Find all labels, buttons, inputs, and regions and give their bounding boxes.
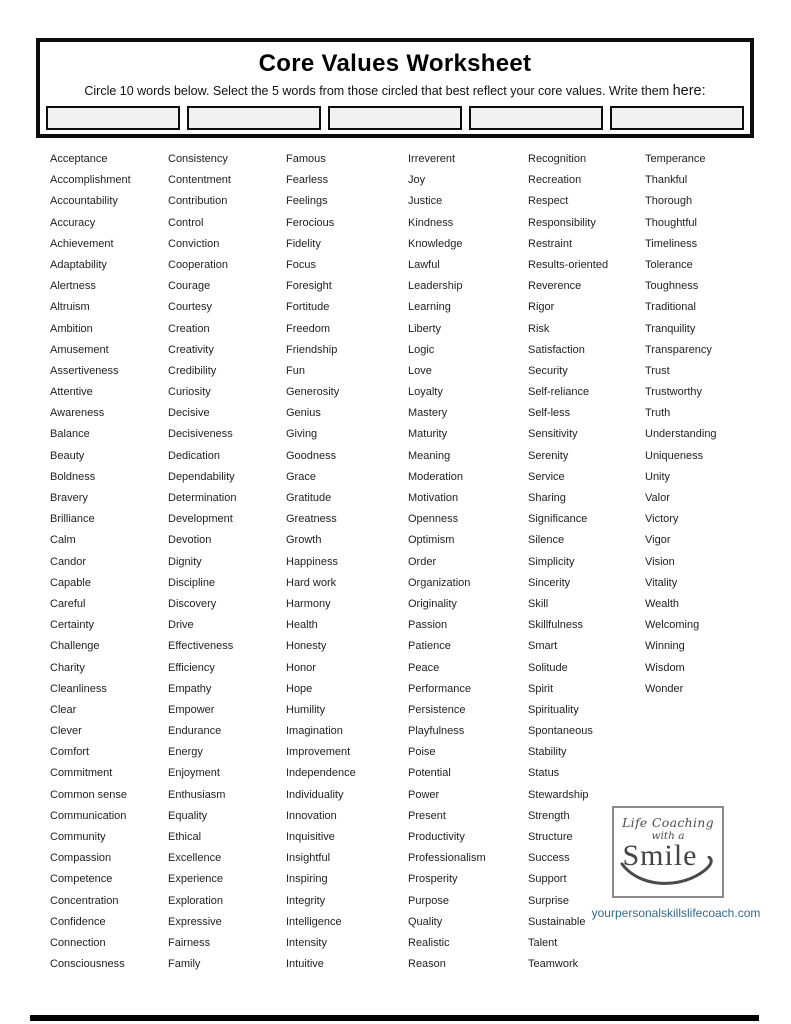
answer-boxes-row: [46, 106, 744, 130]
value-word: Hope: [286, 682, 313, 695]
value-word: Significance: [528, 513, 588, 526]
value-word: Sincerity: [528, 576, 571, 589]
value-word: Wonder: [645, 682, 684, 695]
value-word: Stability: [528, 746, 567, 759]
value-word: Lawful: [408, 258, 440, 271]
value-word: Irreverent: [408, 153, 456, 165]
value-word: Intelligence: [286, 915, 342, 928]
answer-box[interactable]: [187, 106, 321, 130]
value-word: Assertiveness: [50, 364, 119, 377]
value-word: Learning: [408, 301, 451, 314]
value-word: Winning: [645, 640, 685, 653]
value-word: Wealth: [645, 597, 680, 610]
value-word: Unity: [645, 470, 671, 483]
value-word: Prosperity: [408, 873, 458, 886]
value-word: Spontaneous: [528, 725, 593, 738]
value-word: Grace: [286, 470, 316, 483]
value-word: Community: [50, 831, 106, 843]
value-word: Exploration: [168, 894, 224, 907]
value-word: Expressive: [168, 915, 222, 928]
value-word: Famous: [286, 153, 326, 165]
value-word: Freedom: [286, 322, 331, 335]
value-word: Amusement: [50, 343, 109, 356]
value-word: Development: [168, 513, 233, 526]
value-word: Greatness: [286, 513, 337, 526]
value-word: Security: [528, 364, 568, 377]
value-word: Intuitive: [286, 958, 324, 971]
value-word: Conviction: [168, 237, 220, 250]
value-word: Devotion: [168, 534, 212, 547]
value-word: Acceptance: [50, 153, 108, 165]
value-word: Power: [408, 788, 440, 801]
value-word: Structure: [528, 831, 573, 843]
value-word: Satisfaction: [528, 343, 585, 356]
values-column-1: [50, 149, 168, 975]
value-word: Results-oriented: [528, 258, 609, 271]
value-word: Joy: [408, 174, 426, 187]
value-word: Drive: [168, 619, 194, 632]
value-word: Moderation: [408, 470, 464, 483]
value-word: Welcoming: [645, 619, 700, 632]
value-word: Ferocious: [286, 216, 335, 229]
value-word: Passion: [408, 619, 448, 632]
value-word: Confidence: [50, 915, 106, 928]
bottom-bar: [30, 1015, 759, 1021]
value-word: Knowledge: [408, 237, 463, 250]
values-column-6: [645, 149, 761, 700]
value-word: Common sense: [50, 788, 128, 801]
value-word: Surprise: [528, 894, 569, 907]
value-word: Growth: [286, 534, 322, 547]
value-word: Decisiveness: [168, 428, 233, 441]
value-word: Integrity: [286, 894, 326, 907]
value-word: Vitality: [645, 576, 678, 589]
value-word: Candor: [50, 555, 87, 568]
value-word: Harmony: [286, 597, 331, 610]
value-word: Clear: [50, 703, 77, 716]
value-word: Tranquility: [645, 322, 696, 335]
value-word: Decisive: [168, 407, 210, 420]
value-word: Justice: [408, 195, 443, 208]
value-word: Control: [168, 216, 204, 229]
value-word: Loyalty: [408, 386, 443, 399]
value-word: Maturity: [408, 428, 448, 441]
value-word: Serenity: [528, 449, 569, 462]
value-word: Enjoyment: [168, 767, 220, 780]
value-word: Realistic: [408, 936, 450, 949]
value-word: Capable: [50, 576, 91, 589]
value-word: Risk: [528, 322, 550, 335]
value-word: Discovery: [168, 597, 217, 610]
logo-text-line2: with a: [651, 830, 685, 842]
value-word: Challenge: [50, 640, 100, 653]
value-word: Talent: [528, 936, 558, 949]
value-word: Determination: [168, 492, 237, 504]
value-word: Trustworthy: [645, 386, 703, 399]
value-word: Kindness: [408, 216, 454, 229]
value-word: Professionalism: [408, 852, 486, 865]
value-word: Experience: [168, 873, 224, 886]
value-word: Fairness: [168, 936, 211, 949]
value-word: Stewardship: [528, 788, 589, 801]
value-word: Courage: [168, 280, 211, 293]
value-word: Responsibility: [528, 216, 596, 229]
value-word: Friendship: [286, 343, 338, 356]
value-word: Discipline: [168, 576, 216, 589]
logo-box: [612, 806, 724, 898]
value-word: Trust: [645, 364, 670, 377]
value-word: Excellence: [168, 852, 222, 865]
value-word: Hard work: [286, 576, 337, 589]
value-word: Communication: [50, 809, 127, 822]
value-word: Empathy: [168, 682, 212, 695]
value-word: Awareness: [50, 407, 105, 420]
value-word: Commitment: [50, 767, 113, 780]
value-word: Cleanliness: [50, 682, 107, 695]
value-word: Performance: [408, 682, 471, 695]
value-word: Status: [528, 767, 560, 780]
value-word: Wisdom: [645, 661, 685, 674]
value-word: Family: [168, 958, 201, 971]
value-word: Fun: [286, 364, 305, 377]
value-word: Simplicity: [528, 555, 575, 568]
value-word: Victory: [645, 513, 679, 526]
value-word: Mastery: [408, 407, 448, 420]
value-word: Individuality: [286, 788, 344, 801]
value-word: Careful: [50, 597, 86, 610]
value-word: Concentration: [50, 894, 119, 907]
value-word: Spirituality: [528, 703, 579, 716]
value-word: Vision: [645, 555, 675, 568]
value-word: Present: [408, 809, 446, 822]
value-word: Adaptability: [50, 258, 107, 271]
value-word: Leadership: [408, 280, 463, 293]
value-word: Sharing: [528, 492, 566, 504]
value-word: Sensitivity: [528, 428, 578, 441]
value-word: Truth: [645, 407, 671, 420]
value-word: Toughness: [645, 280, 699, 293]
value-word: Humility: [286, 703, 326, 716]
logo-text-line1: Life Coaching: [622, 815, 714, 830]
value-word: Ethical: [168, 831, 202, 843]
value-word: Skill: [528, 597, 549, 610]
value-word: Altruism: [50, 301, 90, 314]
value-word: Love: [408, 364, 432, 377]
value-word: Giving: [286, 428, 318, 441]
value-word: Fortitude: [286, 301, 330, 314]
value-word: Creativity: [168, 343, 214, 356]
answer-box[interactable]: [610, 106, 744, 130]
value-word: Peace: [408, 661, 440, 674]
values-column-4: [408, 149, 528, 975]
value-word: Thorough: [645, 195, 693, 208]
value-word: Transparency: [645, 343, 712, 356]
value-word: Gratitude: [286, 492, 332, 504]
website-link[interactable]: yourpersonalskillslifecoach.com: [591, 906, 761, 920]
value-word: Clever: [50, 725, 82, 738]
value-word: Uniqueness: [645, 449, 704, 462]
value-word: Courtesy: [168, 301, 213, 314]
value-word: Teamwork: [528, 958, 579, 971]
value-word: Focus: [286, 258, 316, 271]
answer-box[interactable]: [469, 106, 603, 130]
value-word: Temperance: [645, 153, 706, 165]
value-word: Creation: [168, 322, 210, 335]
value-word: Openness: [408, 513, 459, 526]
value-word: Efficiency: [168, 661, 215, 674]
value-word: Sustainable: [528, 915, 586, 928]
value-word: Effectiveness: [168, 640, 234, 653]
value-word: Reason: [408, 958, 446, 971]
value-word: Respect: [528, 195, 569, 208]
value-word: Self-less: [528, 407, 571, 420]
value-word: Solitude: [528, 661, 568, 674]
value-word: Success: [528, 852, 570, 865]
value-word: Improvement: [286, 746, 351, 759]
answer-box[interactable]: [46, 106, 180, 130]
value-word: Energy: [168, 746, 203, 759]
value-word: Charity: [50, 661, 85, 674]
value-word: Purpose: [408, 894, 449, 907]
value-word: Boldness: [50, 470, 96, 483]
value-word: Timeliness: [645, 237, 698, 250]
value-word: Order: [408, 555, 437, 568]
page-title: Core Values Worksheet: [258, 50, 532, 77]
value-word: Recreation: [528, 174, 582, 187]
value-word: Consistency: [168, 153, 228, 165]
value-word: Imagination: [286, 725, 343, 738]
value-word: Accountability: [50, 195, 118, 208]
value-word: Connection: [50, 936, 106, 949]
value-word: Recognition: [528, 153, 587, 165]
value-word: Endurance: [168, 725, 222, 738]
value-word: Support: [528, 873, 567, 886]
value-word: Patience: [408, 640, 451, 653]
value-word: Optimism: [408, 534, 455, 547]
value-word: Cooperation: [168, 258, 228, 271]
instruction-here: here:: [672, 83, 706, 99]
value-word: Inspiring: [286, 873, 328, 886]
value-word: Meaning: [408, 449, 451, 462]
value-word: Curiosity: [168, 386, 211, 399]
value-word: Quality: [408, 915, 443, 928]
value-word: Thankful: [645, 174, 688, 187]
value-word: Service: [528, 470, 565, 483]
value-word: Smart: [528, 640, 558, 653]
instruction-main: Circle 10 words below. Select the 5 words from those circled that best reflect your core values. Write them: [84, 84, 673, 98]
value-word: Reverence: [528, 280, 582, 293]
value-word: Tolerance: [645, 258, 693, 271]
value-word: Foresight: [286, 280, 332, 293]
value-word: Fearless: [286, 174, 329, 187]
value-word: Health: [286, 619, 318, 632]
value-word: Traditional: [645, 301, 696, 314]
answer-box[interactable]: [328, 106, 462, 130]
value-word: Independence: [286, 767, 356, 780]
value-word: Liberty: [408, 322, 442, 335]
value-word: Attentive: [50, 386, 93, 399]
value-word: Feelings: [286, 195, 328, 208]
value-word: Logic: [408, 343, 435, 356]
values-column-2: [168, 149, 286, 975]
value-word: Beauty: [50, 449, 85, 462]
logo-smile-word: Smile: [622, 839, 698, 872]
value-word: Motivation: [408, 492, 459, 504]
value-word: Bravery: [50, 492, 88, 504]
header-box: [36, 38, 754, 138]
value-word: Potential: [408, 767, 451, 780]
value-word: Skillfulness: [528, 619, 584, 632]
value-word: Contentment: [168, 174, 231, 187]
value-word: Honor: [286, 661, 316, 674]
value-word: Organization: [408, 576, 471, 589]
value-word: Honesty: [286, 640, 327, 653]
value-word: Poise: [408, 746, 436, 759]
smile-swoosh-icon: [617, 856, 721, 892]
value-word: Happiness: [286, 555, 338, 568]
value-word: Innovation: [286, 809, 337, 822]
value-word: Playfulness: [408, 725, 465, 738]
value-word: Inquisitive: [286, 831, 335, 843]
value-word: Persistence: [408, 703, 466, 716]
value-word: Dignity: [168, 555, 202, 568]
value-word: Accuracy: [50, 216, 96, 229]
value-word: Thoughtful: [645, 216, 697, 229]
value-word: Dependability: [168, 470, 235, 483]
value-word: Intensity: [286, 936, 327, 949]
value-word: Equality: [168, 809, 208, 822]
value-word: Rigor: [528, 301, 555, 314]
value-word: Balance: [50, 428, 90, 441]
value-word: Accomplishment: [50, 174, 131, 187]
value-word: Genius: [286, 407, 321, 420]
value-word: Alertness: [50, 280, 96, 293]
value-word: Spirit: [528, 682, 554, 695]
value-word: Goodness: [286, 449, 337, 462]
value-word: Silence: [528, 534, 565, 547]
value-word: Understanding: [645, 428, 717, 441]
values-column-3: [286, 149, 408, 975]
value-word: Generosity: [286, 386, 340, 399]
value-word: Credibility: [168, 364, 217, 377]
instruction-text: [40, 83, 750, 99]
value-word: Contribution: [168, 195, 228, 208]
value-word: Restraint: [528, 237, 573, 250]
value-word: Certainty: [50, 619, 95, 632]
value-word: Valor: [645, 492, 670, 504]
value-word: Compassion: [50, 852, 112, 865]
value-word: Dedication: [168, 449, 220, 462]
value-word: Ambition: [50, 322, 93, 335]
value-word: Consciousness: [50, 958, 125, 971]
value-word: Self-reliance: [528, 386, 590, 399]
value-word: Productivity: [408, 831, 465, 843]
value-word: Enthusiasm: [168, 788, 226, 801]
value-word: Achievement: [50, 237, 114, 250]
value-word: Fidelity: [286, 237, 321, 250]
value-word: Insightful: [286, 852, 331, 865]
value-word: Originality: [408, 597, 457, 610]
value-word: Calm: [50, 534, 76, 547]
value-word: Brilliance: [50, 513, 95, 526]
value-word: Strength: [528, 809, 570, 822]
value-word: Vigor: [645, 534, 671, 547]
value-word: Competence: [50, 873, 113, 886]
value-word: Comfort: [50, 746, 90, 759]
value-word: Empower: [168, 703, 215, 716]
